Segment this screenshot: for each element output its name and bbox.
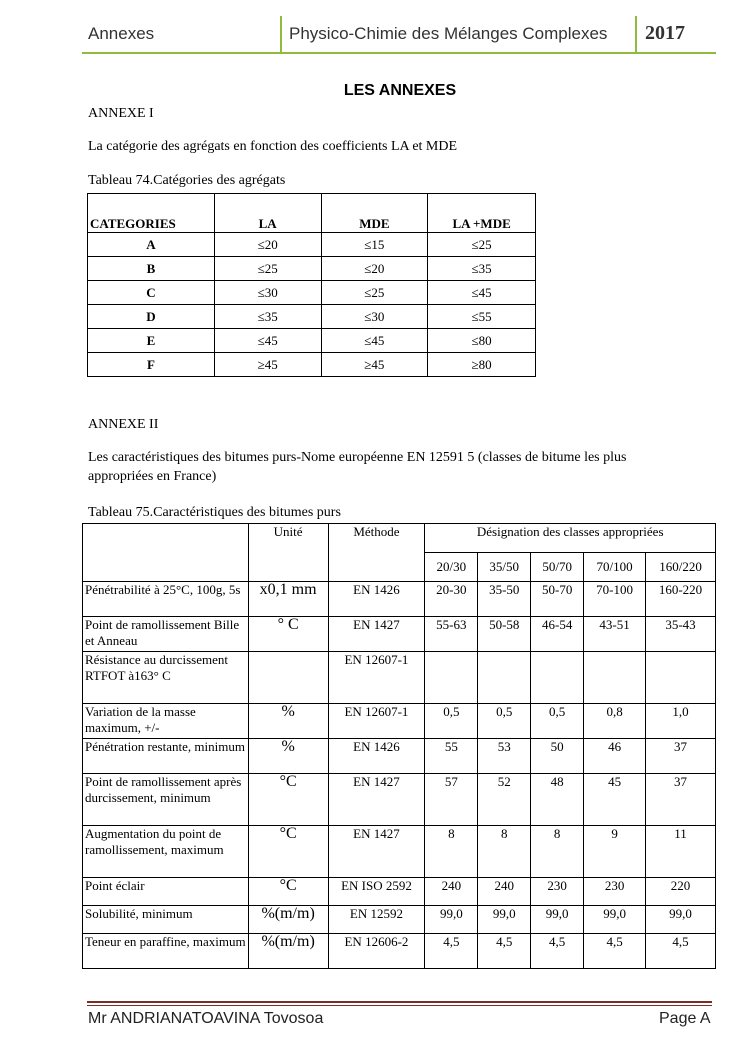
value-cell: ≤25	[428, 233, 536, 257]
category-cell: E	[88, 329, 215, 353]
value-cell: 240	[425, 878, 478, 906]
method-cell: EN 1426	[328, 582, 425, 617]
value-cell: 55-63	[425, 617, 478, 652]
value-cell: 8	[478, 826, 531, 878]
table-row	[88, 305, 536, 329]
method-cell: EN 12592	[328, 906, 425, 934]
value-cell: ≤25	[214, 257, 321, 281]
table-row	[83, 582, 716, 617]
table74-col-header: LA +MDE	[428, 194, 536, 233]
table75-class-header: 70/100	[584, 553, 646, 582]
table75-class-header: 160/220	[646, 553, 716, 582]
value-cell: 8	[531, 826, 584, 878]
category-cell: F	[88, 353, 215, 377]
value-cell: 99,0	[646, 906, 716, 934]
table75-class-header: 20/30	[425, 553, 478, 582]
value-cell	[531, 652, 584, 704]
annex2-intro-line1: Les caractéristiques des bitumes purs-Nome européenne EN 12591 5 (classes de bitume les plus	[88, 450, 627, 465]
table-row	[88, 257, 536, 281]
method-cell: EN 1427	[328, 774, 425, 826]
value-cell: 4,5	[425, 934, 478, 969]
table-row	[88, 281, 536, 305]
table74-col-header: LA	[214, 194, 321, 233]
table-row	[88, 353, 536, 377]
table75-header-label	[83, 524, 249, 582]
value-cell: 0,5	[531, 704, 584, 739]
unit-cell	[248, 652, 328, 704]
table74-col-header: CATEGORIES	[88, 194, 215, 233]
table-row	[83, 878, 716, 906]
value-cell: 37	[646, 774, 716, 826]
value-cell: 4,5	[584, 934, 646, 969]
property-cell: Résistance au durcissement RTFOT à163° C	[83, 652, 249, 704]
method-cell: EN 1426	[328, 739, 425, 774]
value-cell: ≥80	[428, 353, 536, 377]
value-cell: ≤35	[214, 305, 321, 329]
value-cell: ≤15	[321, 233, 428, 257]
table-row	[88, 329, 536, 353]
value-cell: 99,0	[425, 906, 478, 934]
unit-cell: %(m/m)	[248, 934, 328, 969]
value-cell: 99,0	[531, 906, 584, 934]
property-cell: Point éclair	[83, 878, 249, 906]
table75-caption: Tableau 75.Caractéristiques des bitumes purs	[88, 505, 341, 520]
table-74	[87, 193, 536, 377]
value-cell: 0,5	[425, 704, 478, 739]
value-cell: 53	[478, 739, 531, 774]
value-cell	[584, 652, 646, 704]
table75-class-header: 35/50	[478, 553, 531, 582]
value-cell: ≤45	[214, 329, 321, 353]
value-cell: ≥45	[321, 353, 428, 377]
page-title: LES ANNEXES	[343, 82, 457, 99]
footer-page: Page A	[659, 1010, 711, 1027]
value-cell: 99,0	[584, 906, 646, 934]
value-cell: 37	[646, 739, 716, 774]
value-cell: 52	[478, 774, 531, 826]
value-cell: ≤20	[214, 233, 321, 257]
table-row	[83, 774, 716, 826]
table-row	[83, 934, 716, 969]
table74-caption: Tableau 74.Catégories des agrégats	[88, 173, 286, 188]
table-row	[83, 906, 716, 934]
value-cell: 46-54	[531, 617, 584, 652]
table75-header-unit: Unité	[248, 524, 328, 582]
unit-cell: °C	[248, 826, 328, 878]
value-cell: 70-100	[584, 582, 646, 617]
value-cell: ≤35	[428, 257, 536, 281]
value-cell: 48	[531, 774, 584, 826]
value-cell: 35-43	[646, 617, 716, 652]
annex2-heading: ANNEXE II	[88, 417, 159, 432]
footer-rule	[87, 1001, 712, 1003]
table75-header-designation: Désignation des classes appropriées	[425, 524, 716, 553]
property-cell: Point de ramollissement Bille et Anneau	[83, 617, 249, 652]
annex1-intro: La catégorie des agrégats en fonction des coefficients LA et MDE	[88, 139, 458, 154]
value-cell: 20-30	[425, 582, 478, 617]
value-cell: ≤45	[428, 281, 536, 305]
method-cell: EN 12607-1	[328, 652, 425, 704]
value-cell: 46	[584, 739, 646, 774]
value-cell: 99,0	[478, 906, 531, 934]
header-doc-title: Physico-Chimie des Mélanges Complexes	[289, 24, 608, 43]
value-cell: 0,8	[584, 704, 646, 739]
table74-col-header: MDE	[321, 194, 428, 233]
header-section: Annexes	[88, 24, 155, 43]
value-cell: ≤30	[321, 305, 428, 329]
property-cell: Augmentation du point de ramollissement, maximum	[83, 826, 249, 878]
property-cell: Point de ramollissement après durcissement, minimum	[83, 774, 249, 826]
value-cell: 55	[425, 739, 478, 774]
footer-author: Mr ANDRIANATOAVINA Tovosoa	[88, 1010, 324, 1027]
value-cell: 50	[531, 739, 584, 774]
property-cell: Variation de la masse maximum, +/-	[83, 704, 249, 739]
table-row	[88, 233, 536, 257]
table75-class-header: 50/70	[531, 553, 584, 582]
value-cell: ≤55	[428, 305, 536, 329]
category-cell: B	[88, 257, 215, 281]
property-cell: Solubilité, minimum	[83, 906, 249, 934]
value-cell: ≤80	[428, 329, 536, 353]
value-cell: 4,5	[531, 934, 584, 969]
value-cell: 230	[584, 878, 646, 906]
category-cell: C	[88, 281, 215, 305]
property-cell: Pénétration restante, minimum	[83, 739, 249, 774]
value-cell: 9	[584, 826, 646, 878]
value-cell: 57	[425, 774, 478, 826]
value-cell: 1,0	[646, 704, 716, 739]
table75-header-method: Méthode	[328, 524, 425, 582]
table-row	[83, 617, 716, 652]
unit-cell: °C	[248, 878, 328, 906]
unit-cell: °C	[248, 774, 328, 826]
value-cell: 4,5	[646, 934, 716, 969]
value-cell: 45	[584, 774, 646, 826]
header-year: 2017	[645, 22, 685, 44]
unit-cell: x0,1 mm	[248, 582, 328, 617]
unit-cell: %	[248, 704, 328, 739]
footer-rule-thin	[87, 1005, 712, 1006]
unit-cell: %(m/m)	[248, 906, 328, 934]
method-cell: EN 1427	[328, 826, 425, 878]
table-row	[83, 704, 716, 739]
table-row	[83, 652, 716, 704]
value-cell	[478, 652, 531, 704]
unit-cell: %	[248, 739, 328, 774]
value-cell: 230	[531, 878, 584, 906]
value-cell: 160-220	[646, 582, 716, 617]
annex1-heading: ANNEXE I	[88, 106, 154, 121]
annex2-intro-line2: appropriées en France)	[88, 469, 217, 484]
value-cell: 43-51	[584, 617, 646, 652]
value-cell: 8	[425, 826, 478, 878]
value-cell: 11	[646, 826, 716, 878]
value-cell: 4,5	[478, 934, 531, 969]
value-cell: ≤45	[321, 329, 428, 353]
page-header	[82, 16, 716, 54]
value-cell	[425, 652, 478, 704]
table-75	[82, 523, 716, 969]
value-cell: 50-70	[531, 582, 584, 617]
method-cell: EN 12606-2	[328, 934, 425, 969]
unit-cell: ° C	[248, 617, 328, 652]
value-cell: 220	[646, 878, 716, 906]
value-cell: 50-58	[478, 617, 531, 652]
property-cell: Pénétrabilité à 25°C, 100g, 5s	[83, 582, 249, 617]
value-cell: ≤25	[321, 281, 428, 305]
method-cell: EN 12607-1	[328, 704, 425, 739]
method-cell: EN 1427	[328, 617, 425, 652]
category-cell: A	[88, 233, 215, 257]
value-cell: 35-50	[478, 582, 531, 617]
value-cell: ≤20	[321, 257, 428, 281]
value-cell: 0,5	[478, 704, 531, 739]
table-row	[83, 826, 716, 878]
value-cell: 240	[478, 878, 531, 906]
value-cell: ≤30	[214, 281, 321, 305]
property-cell: Teneur en paraffine, maximum	[83, 934, 249, 969]
value-cell: ≥45	[214, 353, 321, 377]
category-cell: D	[88, 305, 215, 329]
table-row	[83, 739, 716, 774]
method-cell: EN ISO 2592	[328, 878, 425, 906]
value-cell	[646, 652, 716, 704]
